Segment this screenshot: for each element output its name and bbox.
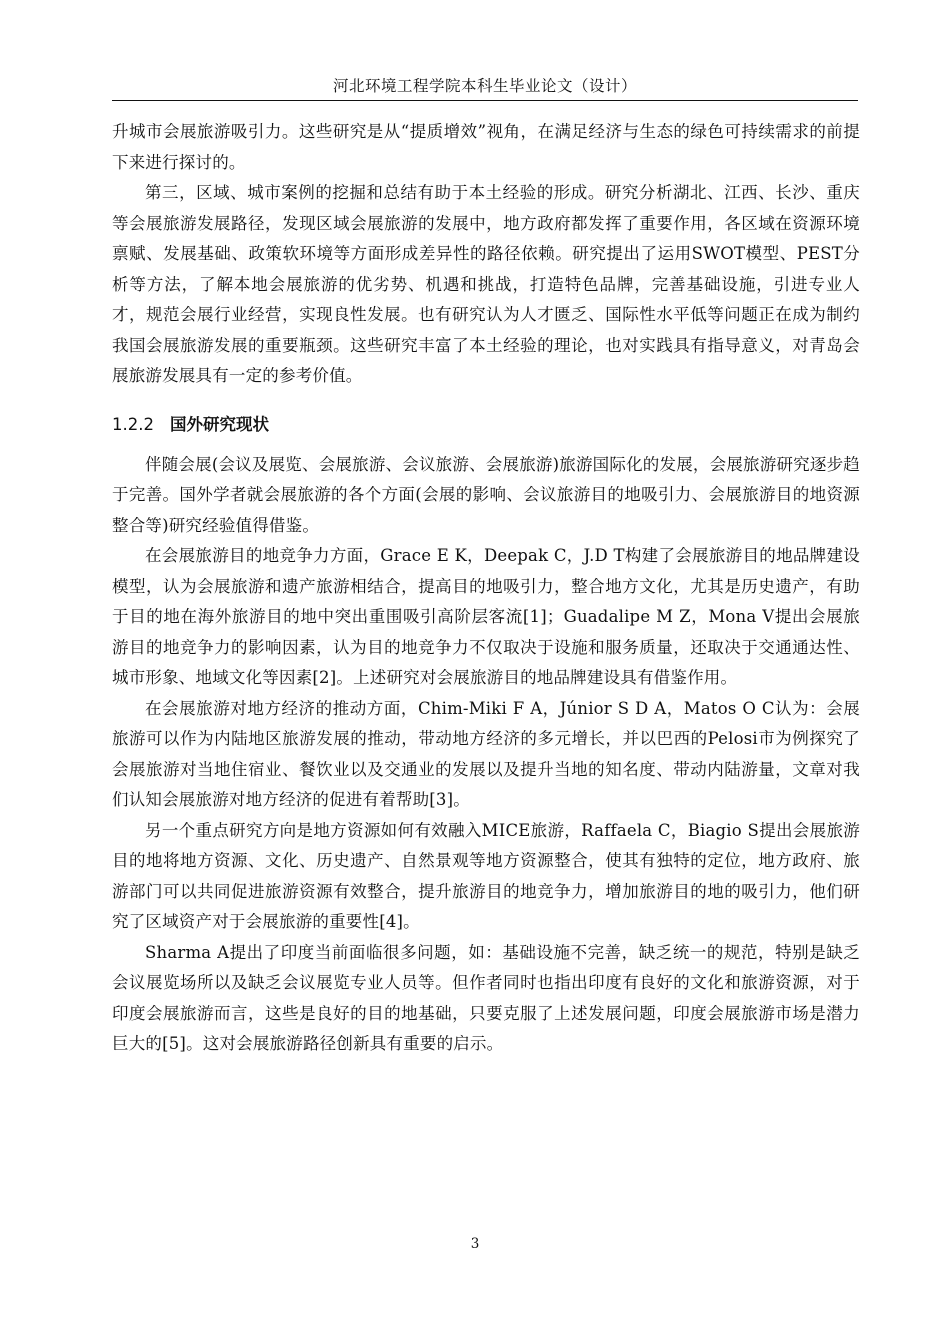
paragraph-local-economy: 在会展旅游对地方经济的推动方面，Chim-Miki F A，Júnior S D A，Matos O C认为：会展旅游可以作为内陆地区旅游发展的推动，带动地方经济的多元增长，并以巴西的Pelosi市为例探究了会展旅游对当地住宿业、餐饮业以及交通业的发展以及提升当地的知名度、带动内陆游量，文章对我们认知会展旅游对地方经济的促进有着帮助[3]。 bbox=[112, 698, 860, 809]
paragraph-competitiveness: 在会展旅游目的地竞争力方面，Grace E K，Deepak C，J.D T构建了会展旅游目的地品牌建设模型，认为会展旅游和遗产旅游相结合，提高目的地吸引力，整合地方文化，尤其是历史遗产，有助于目的地在海外旅游目的地中突出重围吸引高阶层客流[1]；Guadalipe M Z，Mona V提出会展旅游目的地竞争力的影响因素，认为目的地竞争力不仅取决于设施和服务质量，还取决于交通通达性、城市形象、地域文化等因素[2]。上述研究对会展旅游目的地品牌建设具有借鉴作用。 bbox=[112, 546, 860, 687]
section-title: 国外研究现状 bbox=[169, 414, 269, 434]
page-number: 3 bbox=[470, 1236, 480, 1252]
paragraph-domestic-cases: 第三，区域、城市案例的挖掘和总结有助于本土经验的形成。研究分析湖北、江西、长沙、重庆等会展旅游发展路径，发现区域会展旅游的发展中，地方政府都发挥了重要作用，各区域在资源环境禀赋、发展基础、政策软环境等方面形成差异性的路径依赖。研究提出了运用SWOT模型、PEST分析等方法，了解本地会展旅游的优劣势、机遇和挑战，打造特色品牌，完善基础设施，引进专业人才，规范会展行业经营，实现良性发展。也有研究认为人才匮乏、国际性水平低等问题正在成为制约我国会展旅游发展的重要瓶颈。这些研究丰富了本土经验的理论，也对实践具有指导意义，对青岛会展旅游发展具有一定的参考价值。 bbox=[112, 183, 860, 385]
header-divider bbox=[112, 100, 858, 101]
section-number: 1.2.2 bbox=[112, 414, 154, 434]
paragraph-continued: 升城市会展旅游吸引力。这些研究是从“提质增效”视角，在满足经济与生态的绿色可持续需求的前提下来进行探讨的。 bbox=[112, 122, 860, 172]
section-heading bbox=[112, 410, 860, 440]
running-header: 河北环境工程学院本科生毕业论文（设计） bbox=[332, 77, 637, 95]
paragraph-mice-resources: 另一个重点研究方向是地方资源如何有效融入MICE旅游，Raffaela C，Biagio S提出会展旅游目的地将地方资源、文化、历史遗产、自然景观等地方资源整合，使其有独特的定位，地方政府、旅游部门可以共同促进旅游资源有效整合，提升旅游目的地竞争力，增加旅游目的地的吸引力，他们研究了区域资产对于会展旅游的重要性[4]。 bbox=[112, 820, 860, 931]
paragraph-india: Sharma A提出了印度当前面临很多问题，如：基础设施不完善，缺乏统一的规范，特别是缺乏会议展览场所以及缺乏会议展览专业人员等。但作者同时也指出印度有良好的文化和旅游资源，对于印度会展旅游而言，这些是良好的目的地基础，只要克服了上述发展问题，印度会展旅游市场是潜力巨大的[5]。这对会展旅游路径创新具有重要的启示。 bbox=[112, 942, 860, 1053]
paragraph-intro-foreign: 伴随会展(会议及展览、会展旅游、会议旅游、会展旅游)旅游国际化的发展，会展旅游研究逐步趋于完善。国外学者就会展旅游的各个方面(会展的影响、会议旅游目的地吸引力、会展旅游目的地资源整合等)研究经验值得借鉴。 bbox=[112, 454, 860, 535]
page-body bbox=[112, 117, 860, 1060]
